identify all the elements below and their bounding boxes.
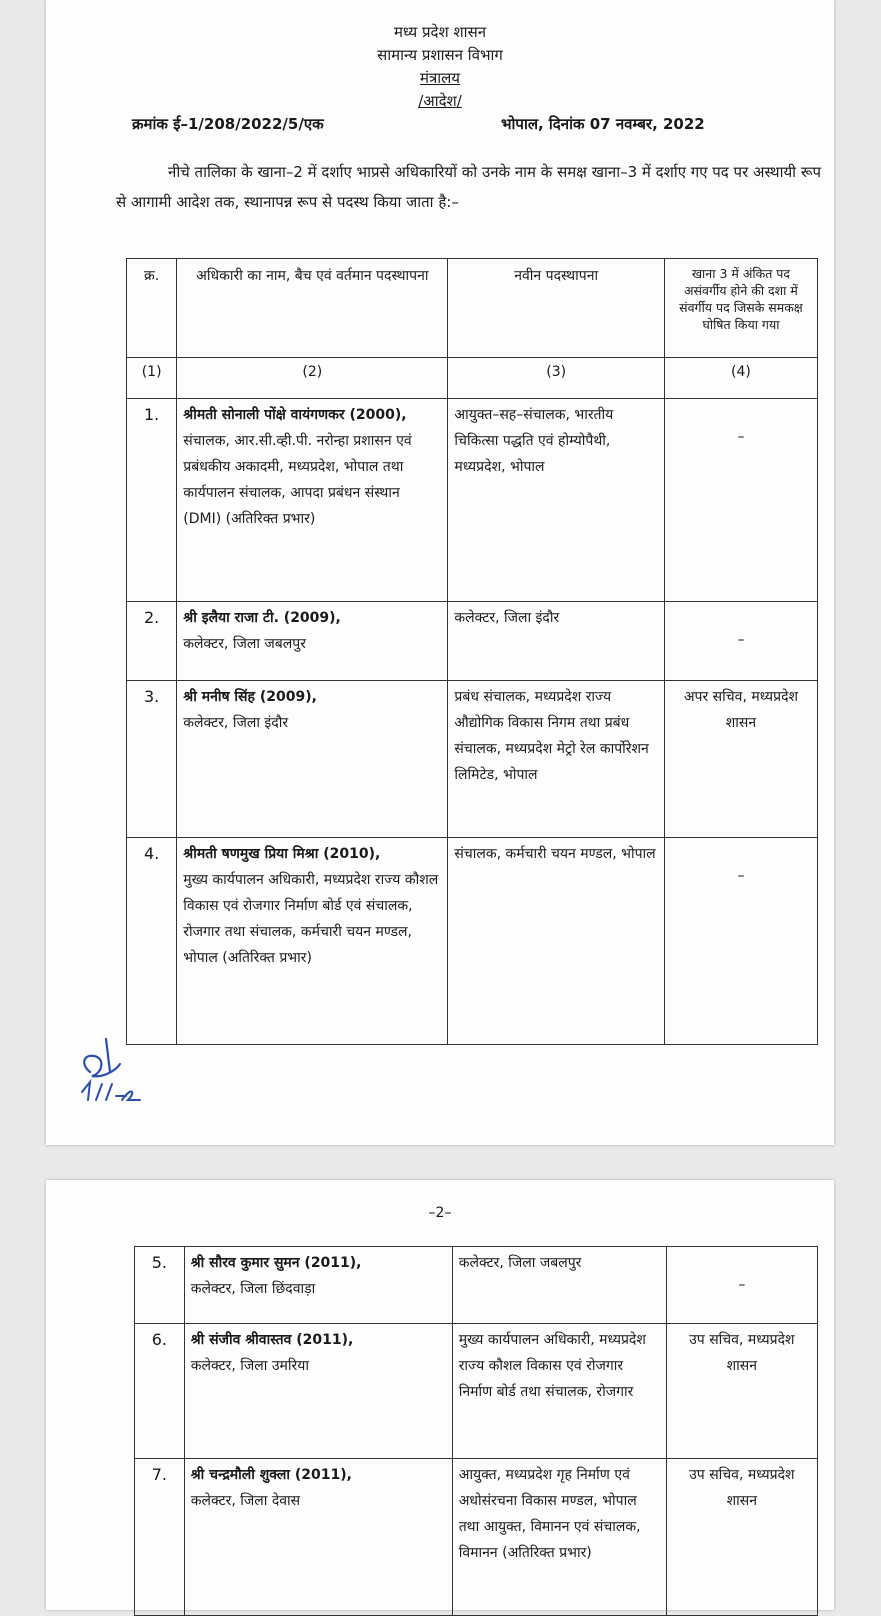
officer-name: श्री संजीव श्रीवास्तव (2011),	[190, 1332, 354, 1348]
new-post: कलेक्टर, जिला इंदौर	[448, 602, 664, 681]
header-new-post: नवीन पदस्थापना	[448, 259, 664, 358]
equivalent-post: अपर सचिव, मध्यप्रदेश शासन	[664, 681, 817, 838]
new-post: कलेक्टर, जिला जबलपुर	[452, 1247, 666, 1324]
equivalent-post: –	[737, 868, 745, 884]
equivalent-post: उप सचिव, मध्यप्रदेश शासन	[666, 1459, 817, 1616]
intro-paragraph: नीचे तालिका के खाना–2 में दर्शाए भाप्रसे अधिकारियों को उनके नाम के समक्ष खाना–3 में दर्शाए गए पद पर अस्थायी रूप से आगामी आदेश तक, स्थानापन्न रूप से पदस्थ किया जाता है:–	[116, 163, 821, 211]
equivalent-post: –	[738, 1277, 746, 1293]
current-posting: कलेक्टर, जिला देवास	[190, 1493, 301, 1509]
table-header-row	[127, 259, 818, 358]
equivalent-post: –	[737, 632, 745, 648]
header-equivalent: खाना 3 में अंकित पद असंवर्गीय होने की दशा में संवर्गीय पद जिसके समकक्ष घोषित किया गया	[664, 259, 817, 358]
column-number: (1)	[127, 358, 177, 399]
new-post: आयुक्त–सह–संचालक, भारतीय चिकित्सा पद्धति एवं होम्योपैथी, मध्यप्रदेश, भोपाल	[448, 399, 664, 602]
column-number-row	[127, 358, 818, 399]
table-row	[135, 1324, 818, 1459]
department-name: सामान्य प्रशासन विभाग	[377, 46, 503, 64]
officer-name: श्री मनीष सिंह (2009),	[183, 689, 317, 705]
row-serial: 3.	[127, 681, 177, 838]
equivalent-cell	[664, 602, 817, 681]
column-number: (3)	[448, 358, 664, 399]
current-posting: मुख्य कार्यपालन अधिकारी, मध्यप्रदेश राज्य कौशल विकास एवं रोजगार निर्माण बोर्ड एवं संचालक, रोजगार तथा संचालक, कर्मचारी चयन मण्डल, भोपाल (अतिरिक्त प्रभार)	[183, 872, 439, 966]
officer-cell	[177, 838, 448, 1045]
postings-table	[126, 258, 818, 1045]
row-serial: 5.	[135, 1247, 185, 1324]
table-row	[127, 602, 818, 681]
officer-cell	[184, 1459, 452, 1616]
current-posting: संचालक, आर.सी.व्ही.पी. नरोन्हा प्रशासन एवं प्रबंधकीय अकादमी, मध्यप्रदेश, भोपाल तथा कार्यपालन संचालक, आपदा प्रबंधन संस्थान (DMI) (अतिरिक्त प्रभार)	[183, 433, 412, 527]
ministry-label: मंत्रालय	[419, 69, 460, 87]
row-serial: 6.	[135, 1324, 185, 1459]
equivalent-cell	[664, 399, 817, 602]
postings-table-continued	[134, 1246, 818, 1616]
officer-cell	[177, 681, 448, 838]
row-serial: 7.	[135, 1459, 185, 1616]
officer-name: श्री सौरव कुमार सुमन (2011),	[190, 1255, 362, 1271]
officer-cell	[184, 1247, 452, 1324]
govt-name: मध्य प्रदेश शासन	[393, 23, 487, 41]
table-row	[127, 838, 818, 1045]
equivalent-cell	[664, 838, 817, 1045]
order-label: /आदेश/	[418, 92, 462, 110]
equivalent-cell	[666, 1247, 817, 1324]
handwritten-signature	[76, 1034, 146, 1104]
new-post: मुख्य कार्यपालन अधिकारी, मध्यप्रदेश राज्य कौशल विकास एवं रोजगार निर्माण बोर्ड तथा संचालक, रोजगार	[452, 1324, 666, 1459]
new-post: संचालक, कर्मचारी चयन मण्डल, भोपाल	[448, 838, 664, 1045]
new-post: प्रबंध संचालक, मध्यप्रदेश राज्य औद्योगिक विकास निगम तथा प्रबंध संचालक, मध्यप्रदेश मेट्रो रेल कार्पोरेशन लिमिटेड, भोपाल	[448, 681, 664, 838]
officer-name: श्रीमती सोनाली पोंक्षे वायंगणकर (2000),	[183, 407, 407, 423]
document-page-2	[46, 1180, 834, 1610]
new-post: आयुक्त, मध्यप्रदेश गृह निर्माण एवं अधोसंरचना विकास मण्डल, भोपाल तथा आयुक्त, विमानन एवं संचालक, विमानन (अतिरिक्त प्रभार)	[452, 1459, 666, 1616]
place-date: भोपाल, दिनांक 07 नवम्बर, 2022	[501, 115, 705, 133]
order-number: क्रमांक ई–1/208/2022/5/एक	[132, 115, 324, 133]
header-officer: अधिकारी का नाम, बैच एवं वर्तमान पदस्थापना	[177, 259, 448, 358]
current-posting: कलेक्टर, जिला छिंदवाड़ा	[190, 1281, 316, 1297]
column-number: (2)	[177, 358, 448, 399]
row-serial: 4.	[127, 838, 177, 1045]
table-row	[127, 399, 818, 602]
header-serial: क्र.	[127, 259, 177, 358]
officer-cell	[177, 399, 448, 602]
current-posting: कलेक्टर, जिला इंदौर	[183, 715, 289, 731]
table-row	[127, 681, 818, 838]
row-serial: 1.	[127, 399, 177, 602]
equivalent-post: –	[737, 429, 745, 445]
officer-name: श्री चन्द्रमौली शुक्ला (2011),	[190, 1467, 352, 1483]
officer-cell	[184, 1324, 452, 1459]
equivalent-post: उप सचिव, मध्यप्रदेश शासन	[666, 1324, 817, 1459]
current-posting: कलेक्टर, जिला उमरिया	[190, 1358, 309, 1374]
table-row	[135, 1247, 818, 1324]
officer-cell	[177, 602, 448, 681]
row-serial: 2.	[127, 602, 177, 681]
officer-name: श्री इलैया राजा टी. (2009),	[183, 610, 341, 626]
document-page-1	[46, 0, 834, 1145]
page-number: –2–	[428, 1205, 452, 1221]
current-posting: कलेक्टर, जिला जबलपुर	[183, 636, 306, 652]
table-row	[135, 1459, 818, 1616]
officer-name: श्रीमती षणमुख प्रिया मिश्रा (2010),	[183, 846, 381, 862]
column-number: (4)	[664, 358, 817, 399]
